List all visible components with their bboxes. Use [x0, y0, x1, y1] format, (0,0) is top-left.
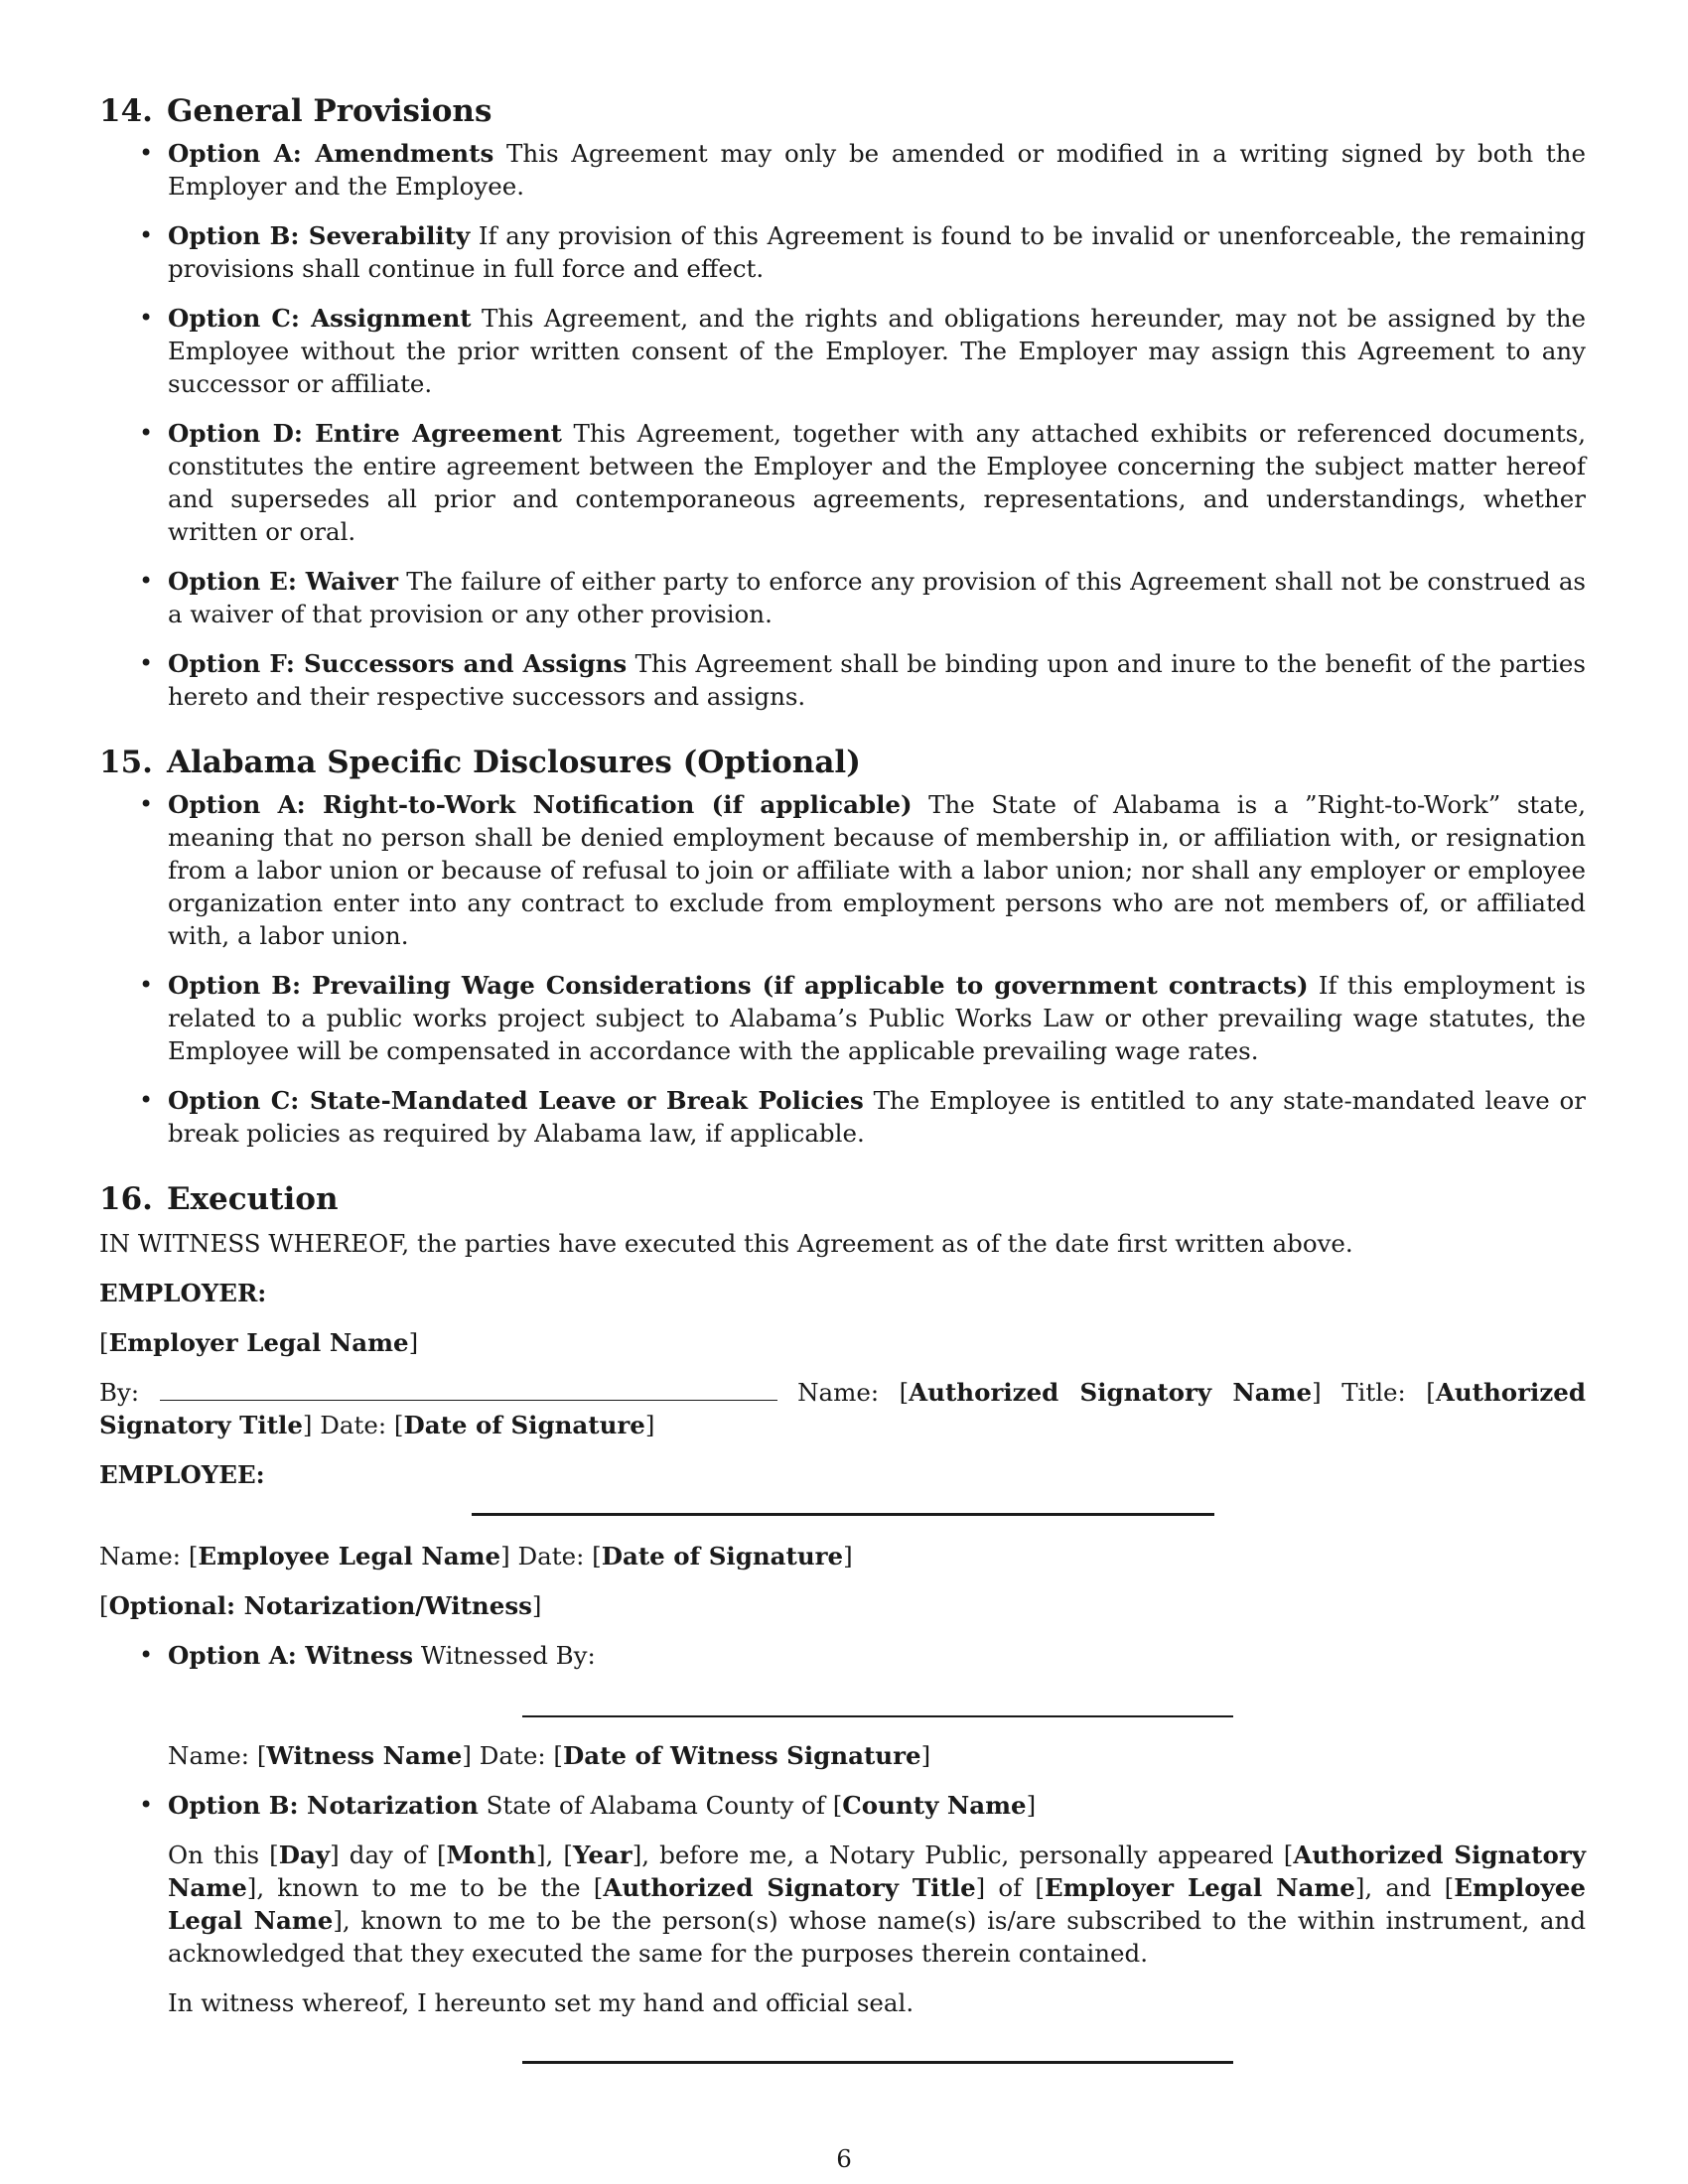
list-item: • Option F: Successors and Assigns This Agreement shall be binding upon and inure to the benefit of the parties hereto and their respective successors and assigns.	[99, 647, 1586, 713]
employee-name-line: Name: [Employee Legal Name] Date: [Date of Signature]	[99, 1542, 853, 1570]
witness-name-line: Name: [Witness Name] Date: [Date of Witness Signature]	[168, 1740, 931, 1770]
witness-signature-line[interactable]	[522, 1715, 1233, 1717]
document-page	[99, 89, 1586, 2081]
section-15-heading: 15. Alabama Specific Disclosures (Optional)	[99, 745, 861, 780]
page-number: 6	[836, 2144, 852, 2173]
list-item: • Option B: Notarization State of Alabama County of [County Name] On this [Day] day of [Month], [Year], before me, a Notary Public, personally appeared [Authorized Signatory Name], known to me to be the [Authorized Signatory Title] of [Employer Legal Name], and [Employee Legal Name], known to me to be the person(s) whose name(s) is/are subscribed to the within instrument, and acknowledged that they executed the same for the purposes therein contained. In witness whereof, I hereunto set my hand and official seal.	[99, 1789, 1586, 2064]
list-item: • Option C: State-Mandated Leave or Break Policies The Employee is entitled to any state-mandated leave or break policies as required by Alabama law, if applicable.	[99, 1084, 1586, 1150]
list-item: • Option A: Right-to-Work Notification (if applicable) The State of Alabama is a ”Right-to-Work” state, meaning that no person shall be denied employment because of membership in, or affiliation with, or resignation from a labor union or because of refusal to join or affiliate with a labor union; nor shall any employer or employee organization enter into any contract to exclude from employment persons who are not members of, or affiliated with, a labor union.	[99, 788, 1586, 952]
list-item: • Option A: Witness Witnessed By: Name: [Witness Name] Date: [Date of Witness Signature]	[99, 1639, 1586, 1772]
section-15-list	[99, 788, 1586, 1150]
section-16-heading: 16. Execution	[99, 1181, 339, 1217]
notary-paragraph: On this [Day] day of [Month], [Year], before me, a Notary Public, personally appeared [Authorized Signatory Name], known to me to be the [Authorized Signatory Title] of [Employer Legal Name], and [Employee Legal Name], known to me to be the person(s) whose name(s) is/are subscribed to the within instrument, and acknowledged that they executed the same for the purposes therein contained.	[168, 1840, 1587, 1968]
employee-signature-line[interactable]	[472, 1513, 1214, 1516]
optional-heading: [Optional: Notarization/Witness]	[99, 1591, 542, 1620]
list-item: • Option B: Severability If any provision of this Agreement is found to be invalid or unenforceable, the remaining provisions shall continue in full force and effect.	[99, 219, 1586, 285]
employer-signature-block: By: Name: [Authorized Signatory Name] Title: [Authorized Signatory Title] Date: [Date of Signature]	[99, 1378, 1586, 1439]
list-item: • Option E: Waiver The failure of either party to enforce any provision of this Agreement shall not be construed as a waiver of that provision or any other provision.	[99, 565, 1586, 630]
section-14-heading: 14. General Provisions	[99, 93, 492, 129]
seal-text: In witness whereof, I hereunto set my hand and official seal.	[168, 1987, 914, 2017]
employer-heading: EMPLOYER:	[99, 1279, 267, 1307]
section-14-list	[99, 137, 1586, 713]
list-item: • Option B: Prevailing Wage Considerations (if applicable to government contracts) If this employment is related to a public works project subject to Alabama’s Public Works Law or other prevailing wage statutes, the Employee will be compensated in accordance with the applicable prevailing wage rates.	[99, 969, 1586, 1067]
list-item: • Option C: Assignment This Agreement, and the rights and obligations hereunder, may not be assigned by the Employee without the prior written consent of the Employer. The Employer may assign this Agreement to any successor or affiliate.	[99, 302, 1586, 400]
employer-name: [Employer Legal Name]	[99, 1328, 419, 1357]
list-item: • Option A: Amendments This Agreement may only be amended or modified in a writing signed by both the Employer and the Employee.	[99, 137, 1586, 203]
list-item: • Option D: Entire Agreement This Agreement, together with any attached exhibits or referenced documents, constitutes the entire agreement between the Employer and the Employee concerning the subject matter hereof and supersedes all prior and contemporaneous agreements, representations, and understandings, whether written or oral.	[99, 417, 1586, 548]
witness-whereof-text: IN WITNESS WHEREOF, the parties have executed this Agreement as of the date first written above.	[99, 1229, 1353, 1258]
employee-heading: EMPLOYEE:	[99, 1460, 265, 1489]
employer-signature-line[interactable]	[160, 1376, 777, 1401]
execution-options-list	[99, 1639, 1586, 2064]
notary-signature-line[interactable]	[522, 2061, 1233, 2064]
